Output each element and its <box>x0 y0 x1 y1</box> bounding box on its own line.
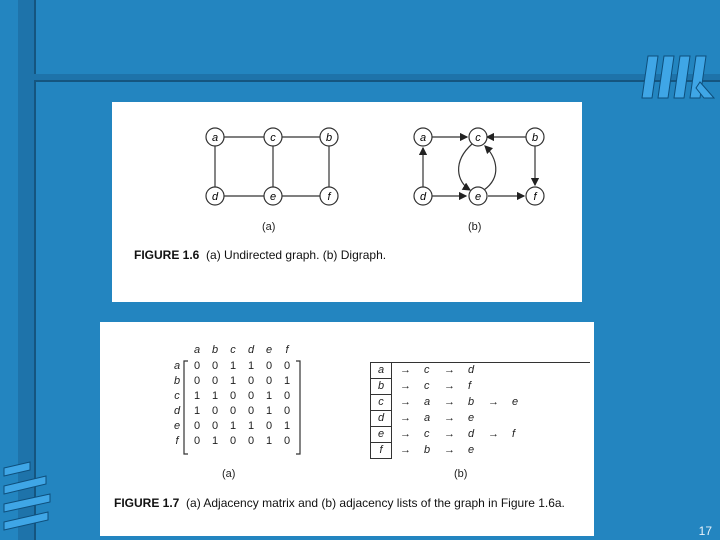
adjacency-list-head: e <box>370 427 392 443</box>
matrix-cell: 1 <box>211 390 219 402</box>
adjacency-list-item: e <box>468 444 475 456</box>
arrow-icon: → <box>444 412 455 424</box>
matrix-cell: 0 <box>193 360 201 372</box>
horizontal-bar <box>34 74 720 80</box>
fig17-sub-a: (a) <box>222 468 236 480</box>
matrix-cell: 0 <box>265 420 273 432</box>
matrix-col-label: d <box>247 344 255 356</box>
mm-logo-bottom-left-icon <box>0 458 56 534</box>
fig16-caption <box>134 248 386 262</box>
matrix-cell: 0 <box>229 435 237 447</box>
node-label: b <box>325 132 333 144</box>
adjacency-list-row <box>370 411 570 427</box>
matrix-row-label: d <box>173 405 181 417</box>
matrix-cell: 0 <box>247 405 255 417</box>
matrix-col-label: f <box>285 344 289 356</box>
arrow-icon: → <box>488 396 499 408</box>
fig17-caption <box>114 496 565 510</box>
matrix-row-label: b <box>173 375 181 387</box>
matrix-row-label: c <box>174 390 180 402</box>
matrix-cell: 1 <box>247 420 255 432</box>
matrix-cell: 1 <box>283 375 291 387</box>
matrix-row-label: f <box>175 435 179 447</box>
matrix-row-label: e <box>173 420 181 432</box>
caption-label: FIGURE 1.6 <box>134 248 200 262</box>
graph-drawings <box>112 102 582 242</box>
adjacency-list-item: a <box>424 412 431 424</box>
arrow-icon: → <box>400 428 411 440</box>
adjacency-list-row <box>370 427 570 443</box>
arrow-icon: → <box>444 380 455 392</box>
matrix-cell: 0 <box>283 435 291 447</box>
adjacency-list-head: c <box>370 395 392 411</box>
adjacency-list-head: f <box>370 443 392 459</box>
matrix-cell: 0 <box>229 405 237 417</box>
adjacency-list-row <box>370 379 570 395</box>
matrix-cell: 0 <box>229 390 237 402</box>
matrix-cell: 1 <box>229 360 237 372</box>
caption-text: (a) Undirected graph. (b) Digraph. <box>206 248 387 262</box>
fig17-sub-b: (b) <box>454 468 468 480</box>
matrix-cell: 1 <box>193 405 201 417</box>
node-label: e <box>474 191 482 203</box>
adjacency-list-item: b <box>468 396 475 408</box>
matrix-row-label: a <box>173 360 181 372</box>
arrow-icon: → <box>444 364 455 376</box>
matrix-cell: 0 <box>211 360 219 372</box>
matrix-cell: 1 <box>247 360 255 372</box>
matrix-cell: 0 <box>265 360 273 372</box>
fig16-sub-a: (a) <box>262 221 276 233</box>
adjacency-list-row <box>370 395 570 411</box>
graph-a-nodes <box>206 128 338 205</box>
adjacency-list-item: c <box>424 364 430 376</box>
adjacency-list-item: e <box>468 412 475 424</box>
arrow-icon: → <box>400 396 411 408</box>
matrix-cell: 0 <box>247 375 255 387</box>
mm-logo-top-right-icon <box>640 52 716 102</box>
adjacency-list-item: c <box>424 428 430 440</box>
matrix-cell: 0 <box>211 375 219 387</box>
matrix-col-label: c <box>230 344 236 356</box>
arrow-icon: → <box>444 396 455 408</box>
matrix-col-label: b <box>211 344 219 356</box>
matrix-cell: 1 <box>193 390 201 402</box>
matrix-cell: 0 <box>247 435 255 447</box>
arrow-icon: → <box>400 412 411 424</box>
arrow-icon: → <box>400 364 411 376</box>
arrow-icon: → <box>444 444 455 456</box>
matrix-cell: 1 <box>265 435 273 447</box>
node-label: a <box>419 132 427 144</box>
matrix-cell: 0 <box>211 405 219 417</box>
matrix-cell: 1 <box>283 420 291 432</box>
fig16-sub-b: (b) <box>468 221 482 233</box>
adjacency-list-item: a <box>424 396 431 408</box>
matrix-cell: 1 <box>229 375 237 387</box>
adjacency-list-item: c <box>424 380 430 392</box>
matrix-cell: 0 <box>283 405 291 417</box>
matrix-cell: 0 <box>247 390 255 402</box>
adjacency-list-head: d <box>370 411 392 427</box>
adjacency-list-item: e <box>512 396 519 408</box>
node-label: a <box>211 132 219 144</box>
node-label: d <box>211 191 219 203</box>
matrix-cell: 0 <box>193 420 201 432</box>
matrix-cell: 0 <box>283 390 291 402</box>
matrix-cell: 1 <box>211 435 219 447</box>
matrix-cell: 0 <box>211 420 219 432</box>
adjacency-list-row <box>370 363 570 379</box>
adjacency-list-item: f <box>468 380 472 392</box>
matrix-cell: 0 <box>283 360 291 372</box>
figure-1-7-panel <box>100 322 594 536</box>
arrow-icon: → <box>444 428 455 440</box>
adjacency-list-item: d <box>468 428 475 440</box>
node-label: f <box>327 191 331 203</box>
figure-1-6-panel <box>112 102 582 302</box>
matrix-cell: 0 <box>193 435 201 447</box>
node-label: c <box>270 132 276 144</box>
adjacency-list-head: b <box>370 379 392 395</box>
page-number: 17 <box>698 524 712 538</box>
matrix-col-label: e <box>265 344 273 356</box>
node-label: f <box>533 191 537 203</box>
matrix-cell: 0 <box>265 375 273 387</box>
matrix-col-label: a <box>193 344 201 356</box>
caption-text: (a) Adjacency matrix and (b) adjacency lists of the graph in Figure 1.6a. <box>186 496 565 510</box>
adjacency-list-row <box>370 443 570 459</box>
arrow-icon: → <box>488 428 499 440</box>
adjacency-list-head: a <box>370 363 392 379</box>
node-label: b <box>531 132 539 144</box>
caption-label: FIGURE 1.7 <box>114 496 180 510</box>
graph-b-nodes <box>414 128 544 205</box>
matrix-cell: 1 <box>229 420 237 432</box>
adjacency-list-item: f <box>512 428 516 440</box>
adjacency-list-item: d <box>468 364 475 376</box>
node-label: c <box>475 132 481 144</box>
arrow-icon: → <box>400 380 411 392</box>
node-label: e <box>269 191 277 203</box>
arrow-icon: → <box>400 444 411 456</box>
matrix-cell: 1 <box>265 405 273 417</box>
node-label: d <box>419 191 427 203</box>
matrix-cell: 0 <box>193 375 201 387</box>
adjacency-lists <box>370 362 590 463</box>
adjacency-list-item: b <box>424 444 431 456</box>
matrix-cell: 1 <box>265 390 273 402</box>
